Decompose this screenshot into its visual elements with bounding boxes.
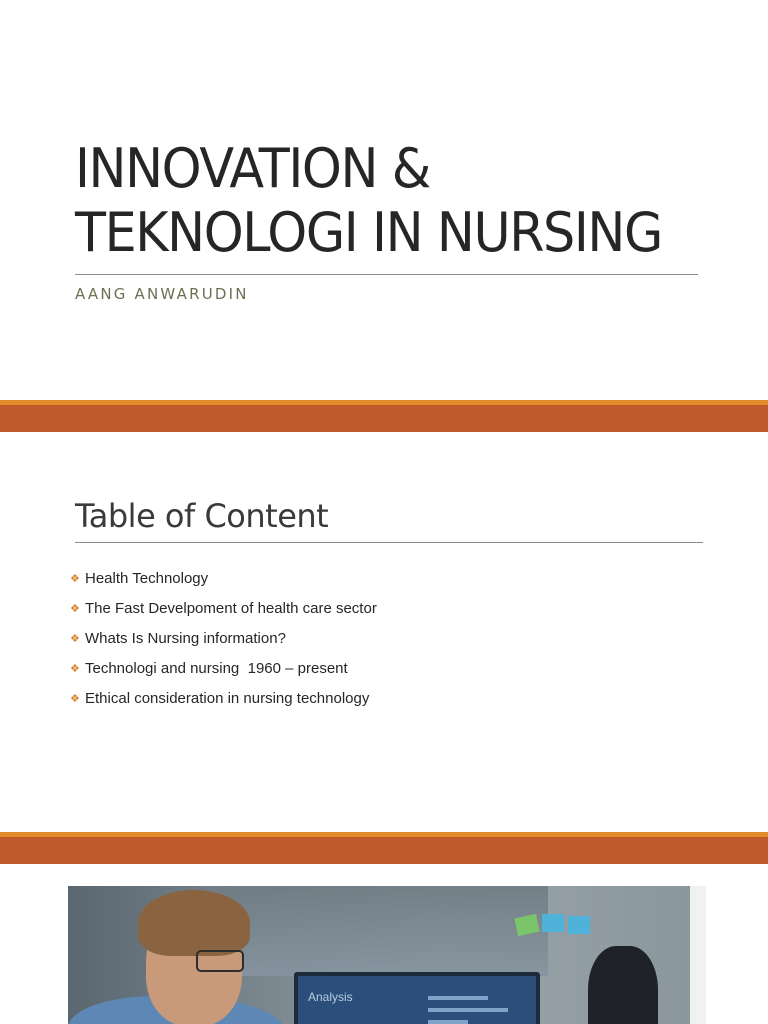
toc-item-label: Ethical consideration in nursing technology bbox=[85, 690, 370, 708]
title-line-2: TEKNOLOGI IN NURSING bbox=[75, 201, 662, 264]
man-at-computer-photo bbox=[68, 886, 690, 1024]
monitor-screen-label: Analysis bbox=[308, 990, 353, 1004]
list-item bbox=[70, 593, 377, 623]
slide-separator-bar bbox=[0, 400, 768, 432]
photo-border bbox=[690, 886, 706, 1024]
computer-monitor bbox=[294, 972, 540, 1024]
monitor-screen-bar bbox=[428, 1020, 468, 1024]
toc-item-label: Technologi and nursing 1960 – present bbox=[85, 660, 348, 678]
list-item bbox=[70, 684, 377, 714]
sticky-note bbox=[542, 914, 564, 932]
toc-item-label: Health Technology bbox=[85, 569, 209, 587]
toc-list bbox=[70, 563, 377, 714]
photo-slide bbox=[0, 864, 768, 1024]
list-item bbox=[70, 623, 377, 653]
title-slide bbox=[0, 0, 768, 400]
diamond-bullet-icon: ❖ bbox=[70, 663, 80, 676]
toc-item-label: The Fast Develpoment of health care sector bbox=[85, 599, 377, 617]
diamond-bullet-icon: ❖ bbox=[70, 693, 80, 706]
sticky-note bbox=[568, 916, 590, 934]
toc-divider-line bbox=[75, 542, 703, 543]
diamond-bullet-icon: ❖ bbox=[70, 572, 80, 585]
monitor-screen-bar bbox=[428, 996, 488, 1000]
glasses-icon bbox=[196, 950, 244, 972]
list-item bbox=[70, 654, 377, 684]
presentation-title bbox=[75, 137, 695, 265]
diamond-bullet-icon: ❖ bbox=[70, 602, 80, 615]
whiteboard-background bbox=[218, 886, 548, 976]
monitor-screen-bar bbox=[428, 1008, 508, 1012]
toc-heading: Table of Content bbox=[75, 497, 329, 535]
title-divider-line bbox=[75, 274, 698, 275]
diamond-bullet-icon: ❖ bbox=[70, 632, 80, 645]
author-subtitle: AANG ANWARUDIN bbox=[75, 285, 249, 303]
toc-item-label: Whats Is Nursing information? bbox=[85, 629, 286, 647]
slide-separator-bar bbox=[0, 832, 768, 864]
list-item bbox=[70, 563, 377, 593]
table-of-content-slide bbox=[0, 432, 768, 832]
title-line-1: INNOVATION & bbox=[75, 137, 430, 200]
person-hair bbox=[138, 890, 250, 956]
microscope-shape bbox=[588, 946, 658, 1024]
